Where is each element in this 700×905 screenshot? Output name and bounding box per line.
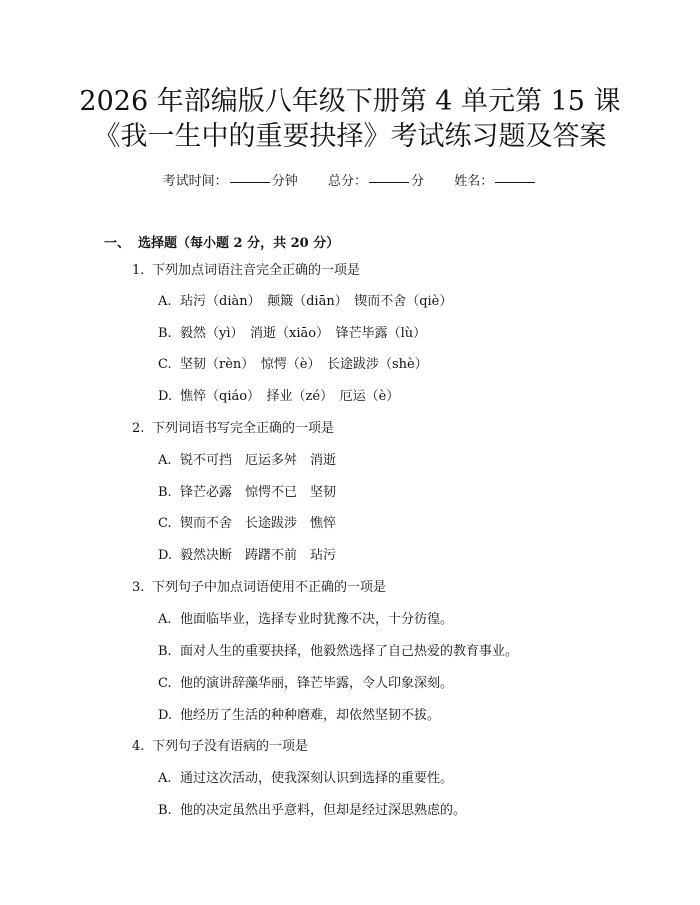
score-unit: 分 xyxy=(411,174,425,189)
option-letter: A. xyxy=(158,771,172,786)
page-title-line2: 《我一生中的重要抉择》考试练习题及答案 xyxy=(93,121,607,152)
question xyxy=(132,581,386,594)
option xyxy=(158,327,426,340)
option-text: 通过这次活动，使我深刻认识到选择的重要性。 xyxy=(180,771,454,786)
name-label: 姓名： xyxy=(454,174,494,189)
question xyxy=(132,422,334,435)
option-letter: A. xyxy=(158,612,172,627)
option-letter: C. xyxy=(158,516,172,531)
option-letter: B. xyxy=(158,644,172,659)
score-label: 总分： xyxy=(327,174,367,189)
option xyxy=(158,486,336,499)
option-text: 锲而不舍 长途跋涉 憔悴 xyxy=(180,516,337,531)
option-text: 他面临毕业，选择专业时犹豫不决，十分彷徨。 xyxy=(180,612,454,627)
question-number: 1. xyxy=(132,263,145,278)
section-number: 一、 xyxy=(104,236,131,251)
option xyxy=(158,645,518,658)
option-text: 憔悴（qiáo） 择业（zé） 厄运（è） xyxy=(180,389,400,404)
option xyxy=(158,772,453,785)
question-text: 下列加点词语注音完全正确的一项是 xyxy=(152,263,361,278)
option-letter: A. xyxy=(158,453,172,468)
option-text: 他经历了生活的种种磨难，却依然坚韧不拔。 xyxy=(180,708,441,723)
option-letter: D. xyxy=(158,389,173,404)
question-text: 下列句子没有语病的一项是 xyxy=(152,739,309,754)
option-letter: B. xyxy=(158,803,172,818)
question xyxy=(132,740,308,753)
page-title-line1: 2026 年部编版八年级下册第 4 单元第 15 课 xyxy=(79,86,621,117)
option xyxy=(158,549,336,562)
option-letter: B. xyxy=(158,485,172,500)
section-title: 选择题（每小题 2 分，共 20 分） xyxy=(138,236,340,251)
question-number: 4. xyxy=(132,739,145,754)
option-text: 毅然（yì） 消逝（xiāo） 锋芒毕露（lù） xyxy=(180,326,427,341)
option xyxy=(158,517,336,530)
option xyxy=(158,454,336,467)
question-text: 下列句子中加点词语使用不正确的一项是 xyxy=(152,580,387,595)
section-heading xyxy=(104,232,339,251)
option xyxy=(158,390,399,403)
option-text: 毅然决断 踌躇不前 玷污 xyxy=(180,548,337,563)
option-letter: D. xyxy=(158,548,173,563)
time-blank xyxy=(230,182,270,183)
option-letter: C. xyxy=(158,357,172,372)
time-label: 考试时间： xyxy=(162,174,228,189)
option-letter: D. xyxy=(158,708,173,723)
score-blank xyxy=(369,182,409,183)
option-text: 坚韧（rèn） 惊愕（è） 长途跋涉（shè） xyxy=(180,357,428,372)
option xyxy=(158,804,466,817)
question-number: 3. xyxy=(132,580,145,595)
option xyxy=(158,295,452,308)
option xyxy=(158,677,453,690)
time-unit: 分钟 xyxy=(271,174,298,189)
option xyxy=(158,358,428,371)
option xyxy=(158,613,453,626)
option-text: 面对人生的重要抉择，他毅然选择了自己热爱的教育事业。 xyxy=(180,644,519,659)
option-text: 玷污（diàn） 颠簸（diān） 锲而不舍（qiè） xyxy=(180,294,453,309)
question xyxy=(132,264,360,277)
question-number: 2. xyxy=(132,421,145,436)
exam-meta xyxy=(0,170,700,189)
option-letter: B. xyxy=(158,326,172,341)
option-text: 锋芒必露 惊愕不已 坚韧 xyxy=(180,485,337,500)
question-text: 下列词语书写完全正确的一项是 xyxy=(152,421,335,436)
option-text: 他的决定虽然出乎意料，但却是经过深思熟虑的。 xyxy=(180,803,467,818)
option xyxy=(158,709,440,722)
name-blank xyxy=(495,182,535,183)
option-letter: A. xyxy=(158,294,172,309)
option-text: 他的演讲辞藻华丽，锋芒毕露，令人印象深刻。 xyxy=(180,676,454,691)
option-text: 锐不可挡 厄运多舛 消逝 xyxy=(180,453,337,468)
option-letter: C. xyxy=(158,676,172,691)
